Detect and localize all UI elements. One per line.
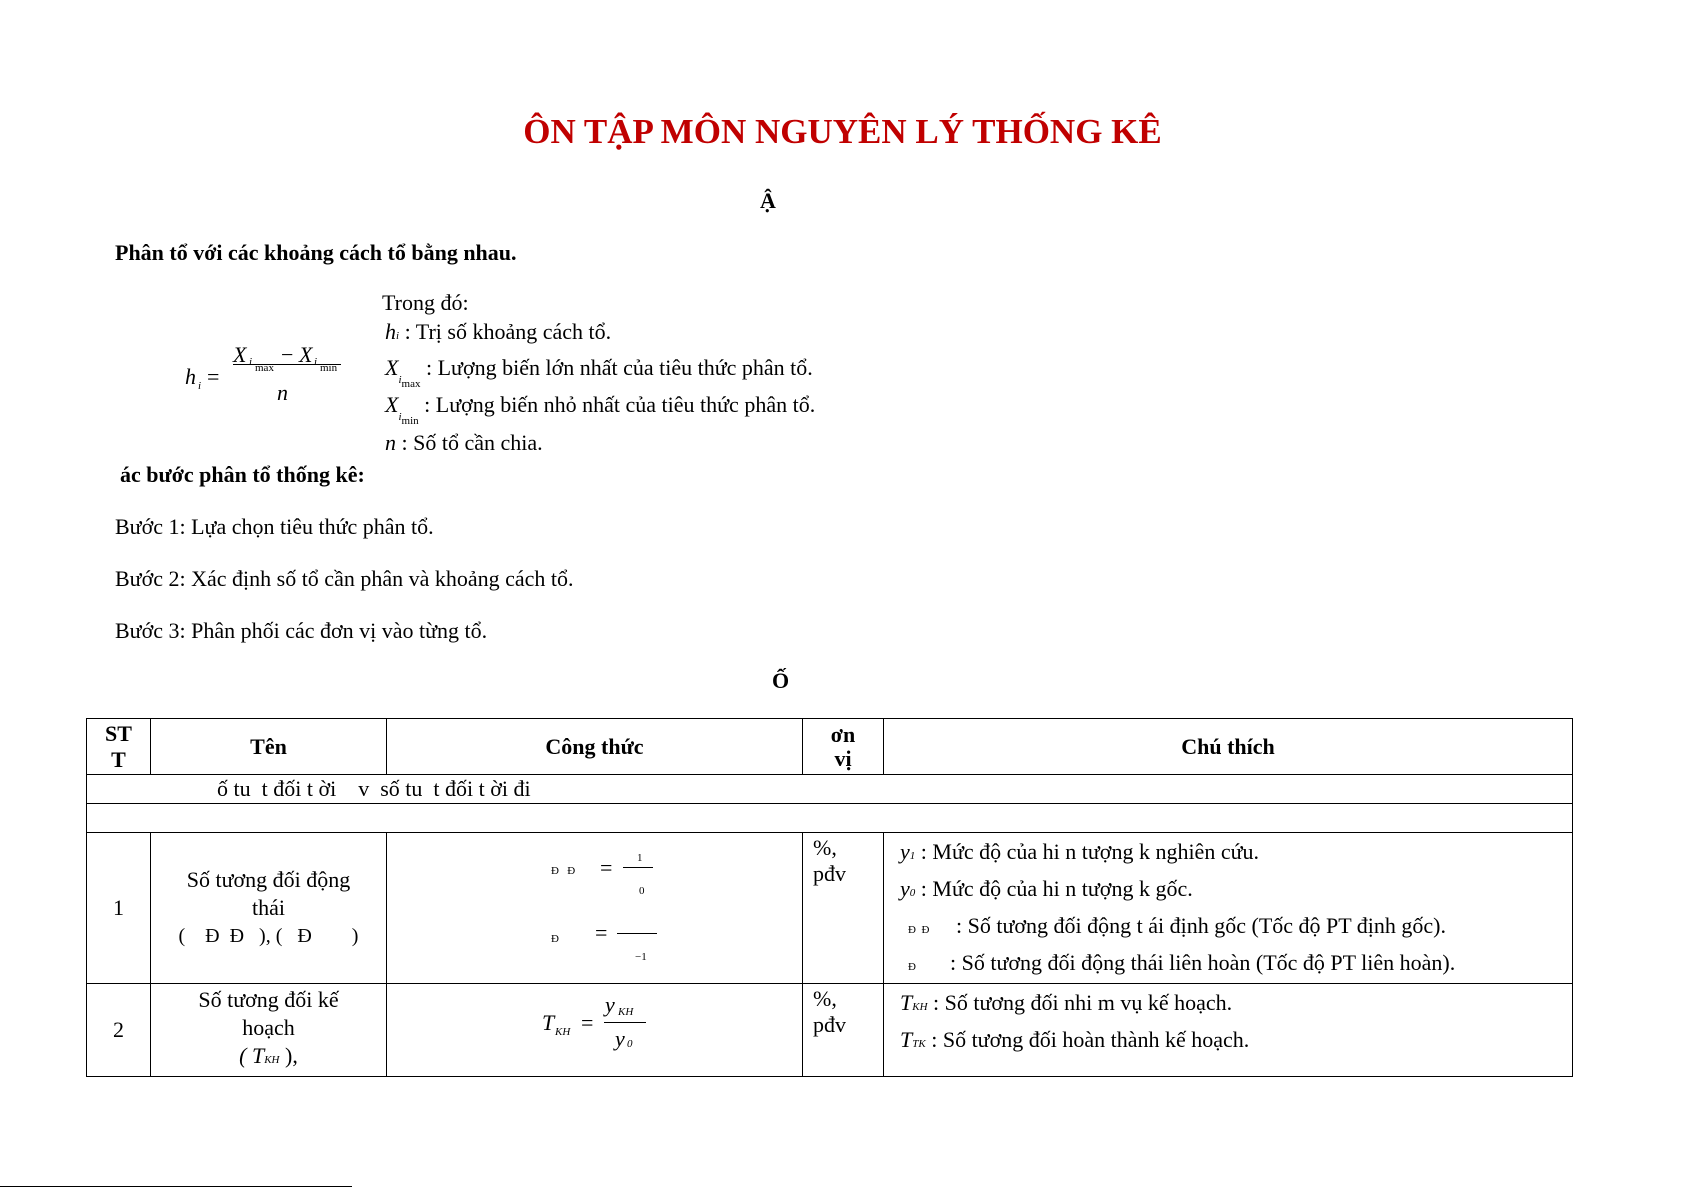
header-stt-label: STT bbox=[105, 720, 132, 772]
header-don-vi-a: ơn bbox=[830, 721, 856, 747]
f1-eq: = bbox=[600, 855, 613, 880]
legend-item bbox=[385, 392, 816, 427]
legend-sym-subsub: max bbox=[401, 378, 421, 390]
legend-item bbox=[385, 430, 543, 456]
note-text: : Số tương đối nhi m vụ kế hoạch. bbox=[933, 990, 1233, 1015]
section-mark-2: Ố bbox=[772, 668, 790, 693]
note-sym: Đ Đ bbox=[908, 924, 930, 936]
row-ten-line: hoạch bbox=[242, 1015, 295, 1040]
note-line bbox=[900, 1021, 1572, 1058]
row-ten-part: ), bbox=[279, 1043, 298, 1068]
note-sub: KH bbox=[912, 1001, 928, 1013]
legend-sym-sub: i bbox=[398, 374, 402, 386]
row-ten-line: Số tương đối kế bbox=[198, 987, 339, 1012]
f-lhs-sub: KH bbox=[555, 1026, 571, 1038]
formula-num-b-sub: i bbox=[314, 356, 318, 368]
legend-text: : Trị số khoảng cách tổ. bbox=[404, 319, 612, 344]
f-lhs: T bbox=[542, 1010, 555, 1035]
note-text: : Số tương đối động t ái định gốc (Tốc độ PT định gốc). bbox=[956, 913, 1447, 938]
formula-fraction-bar bbox=[233, 364, 341, 365]
row-formula bbox=[387, 833, 803, 984]
legend-sym-sub: i bbox=[396, 330, 400, 342]
f2-eq: = bbox=[595, 920, 608, 945]
f-bar bbox=[604, 1022, 646, 1023]
step-item: Bước 2: Xác định số tổ cần phân và khoảng cách tổ. bbox=[115, 566, 574, 591]
formula-num-a: X bbox=[233, 342, 247, 367]
row-notes bbox=[884, 984, 1573, 1077]
footnote-rule bbox=[0, 1186, 352, 1187]
note-sub: 0 bbox=[909, 887, 916, 899]
note-line bbox=[900, 944, 1572, 981]
page-title: ÔN TẬP MÔN NGUYÊN LÝ THỐNG KÊ bbox=[523, 112, 1162, 151]
f1-num: 1 bbox=[637, 852, 643, 864]
note-sym: T bbox=[900, 1027, 913, 1052]
note-line bbox=[900, 833, 1572, 870]
grouping-heading: Phân tổ với các khoảng cách tổ bằng nhau. bbox=[115, 240, 517, 265]
indicator-table bbox=[86, 718, 1573, 1077]
f-den: y bbox=[615, 1026, 625, 1051]
note-sub: 1 bbox=[909, 850, 916, 862]
row-don-vi-line: %, bbox=[813, 986, 837, 1011]
row-ten-line: Số tương đối động bbox=[186, 867, 351, 892]
group-label: ố tu t đối t ời v số tu t đối t ời đi bbox=[87, 775, 1573, 804]
f1-left: Đ Đ bbox=[551, 865, 576, 877]
steps-heading: ác bước phân tổ thống kê: bbox=[120, 462, 365, 487]
f-eq: = bbox=[581, 1010, 594, 1035]
f1-den: 0 bbox=[639, 885, 645, 897]
table-header-row bbox=[87, 719, 1573, 775]
formula-lhs: h bbox=[185, 364, 196, 389]
note-sub: TK bbox=[912, 1038, 926, 1050]
step-item: Bước 1: Lựa chọn tiêu thức phân tổ. bbox=[115, 514, 434, 539]
legend-sym: X bbox=[385, 392, 399, 417]
f-num: y bbox=[605, 992, 615, 1017]
row-ten-line: ( Đ Đ ), ( Đ ) bbox=[178, 925, 359, 947]
legend-item bbox=[385, 319, 611, 345]
formula-minus: − bbox=[281, 342, 294, 367]
note-sym: y bbox=[900, 876, 910, 901]
row-don-vi-line: pđv bbox=[813, 861, 846, 886]
formula-den: n bbox=[277, 380, 288, 405]
header-don-vi-b: vị bbox=[834, 745, 852, 771]
row-ten bbox=[151, 984, 387, 1077]
note-text: : Mức độ của hi n tượng k nghiên cứu. bbox=[920, 839, 1260, 864]
legend-sym-sub: i bbox=[398, 411, 402, 423]
note-sym: T bbox=[900, 990, 913, 1015]
note-text: : Số tương đối hoàn thành kế hoạch. bbox=[931, 1027, 1250, 1052]
table-row bbox=[87, 833, 1573, 984]
note-text: : Số tương đối động thái liên hoàn (Tốc độ PT liên hoàn). bbox=[950, 950, 1456, 975]
f1-bar bbox=[623, 867, 653, 868]
header-ten: Tên bbox=[151, 719, 387, 775]
empty-cell bbox=[87, 804, 1573, 833]
formula-num-b: X bbox=[299, 342, 313, 367]
note-line bbox=[900, 870, 1572, 907]
table-row bbox=[87, 984, 1573, 1077]
formula-num-b-subsub: min bbox=[320, 362, 338, 374]
f-num-sub: KH bbox=[618, 1006, 634, 1018]
legend-text: : Lượng biến lớn nhất của tiêu thức phân tổ. bbox=[425, 355, 813, 380]
legend-item bbox=[385, 355, 813, 390]
row-stt: 2 bbox=[87, 984, 151, 1077]
formula-lhs-sub: i bbox=[198, 380, 202, 392]
note-text: : Mức độ của hi n tượng k gốc. bbox=[920, 876, 1193, 901]
legend-sym-subsub: min bbox=[401, 415, 419, 427]
row-ten-line: thái bbox=[252, 895, 285, 920]
row-stt: 1 bbox=[87, 833, 151, 984]
section-mark-1: Ậ bbox=[760, 188, 776, 213]
legend-sym: X bbox=[385, 355, 399, 380]
f2-den: −1 bbox=[635, 951, 647, 963]
header-chu-thich: Chú thích bbox=[884, 719, 1573, 775]
f2-bar bbox=[617, 933, 657, 934]
formula-num-a-sub: i bbox=[249, 356, 253, 368]
header-don-vi bbox=[803, 719, 884, 775]
row-don-vi bbox=[803, 833, 884, 984]
note-line bbox=[900, 907, 1572, 944]
legend-sym: h bbox=[385, 319, 396, 344]
header-cong-thuc: Công thức bbox=[387, 719, 803, 775]
step-item: Bước 3: Phân phối các đơn vị vào từng tổ. bbox=[115, 618, 488, 643]
row-notes bbox=[884, 833, 1573, 984]
header-stt bbox=[87, 719, 151, 775]
note-sym: Đ bbox=[908, 961, 916, 973]
legend-text: : Số tổ cần chia. bbox=[401, 430, 543, 455]
table-group-row bbox=[87, 775, 1573, 804]
f2-left: Đ bbox=[551, 933, 559, 945]
note-line bbox=[900, 984, 1572, 1021]
row-don-vi-line: %, bbox=[813, 835, 837, 860]
f-den-sub: 0 bbox=[627, 1038, 633, 1050]
legend-text: : Lượng biến nhỏ nhất của tiêu thức phân tổ. bbox=[424, 392, 816, 417]
formula-num-a-subsub: max bbox=[255, 362, 274, 374]
formula-eq: = bbox=[207, 364, 220, 389]
table-empty-row bbox=[87, 804, 1573, 833]
row-formula bbox=[387, 984, 803, 1077]
row-ten-sub: KH bbox=[264, 1054, 280, 1066]
row-don-vi bbox=[803, 984, 884, 1077]
legend-title: Trong đó: bbox=[382, 290, 469, 315]
row-ten bbox=[151, 833, 387, 984]
row-ten-line bbox=[151, 1042, 386, 1074]
legend-sym: n bbox=[385, 430, 396, 455]
interval-formula bbox=[185, 318, 345, 408]
row-ten-part: ( T bbox=[239, 1043, 265, 1068]
note-sym: y bbox=[900, 839, 910, 864]
row-don-vi-line: pđv bbox=[813, 1012, 846, 1037]
